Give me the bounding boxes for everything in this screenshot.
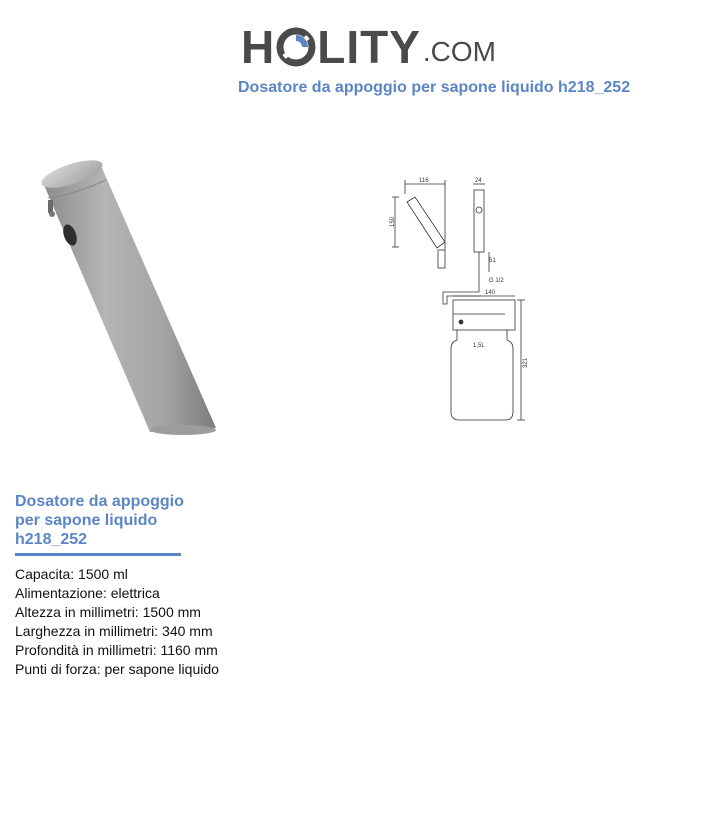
- logo-text-right: LITY: [317, 21, 421, 73]
- dim-321: 321: [523, 357, 529, 368]
- dim-51: 51: [489, 258, 496, 264]
- spec-capacity: Capacita: 1500 ml: [15, 566, 128, 582]
- holity-logo[interactable]: [241, 14, 497, 73]
- product-title-line: Dosatore da appoggio: [15, 493, 184, 510]
- spec-power: Alimentazione: elettrica: [15, 585, 160, 601]
- dim-24: 24: [475, 178, 482, 184]
- product-title: [15, 492, 215, 549]
- dim-140: 140: [485, 290, 496, 296]
- spec-strengths: Punti di forza: per sapone liquido: [15, 661, 219, 677]
- spec-list: [15, 565, 219, 679]
- product-image: [30, 150, 230, 445]
- spec-height: Altezza in millimetri: 1500 mm: [15, 604, 201, 620]
- page-title: Dosatore da appoggio per sapone liquido h218_252: [238, 79, 631, 96]
- spec-depth: Profondità in millimetri: 1160 mm: [15, 642, 218, 658]
- dim-116: 116: [419, 178, 429, 184]
- technical-drawing: [385, 172, 535, 432]
- product-title-line: h218_252: [15, 531, 88, 548]
- dim-g12: G 1/2: [489, 278, 504, 284]
- logo-domain: .COM: [422, 36, 497, 67]
- title-underline: [15, 553, 181, 556]
- dim-150: 150: [390, 216, 396, 227]
- spec-width: Larghezza in millimetri: 340 mm: [15, 623, 213, 639]
- logo-text-left: H: [241, 21, 276, 73]
- logo-o-icon: [276, 27, 316, 67]
- product-title-line: per sapone liquido: [15, 512, 158, 529]
- capacity-label: 1,5L: [473, 343, 485, 349]
